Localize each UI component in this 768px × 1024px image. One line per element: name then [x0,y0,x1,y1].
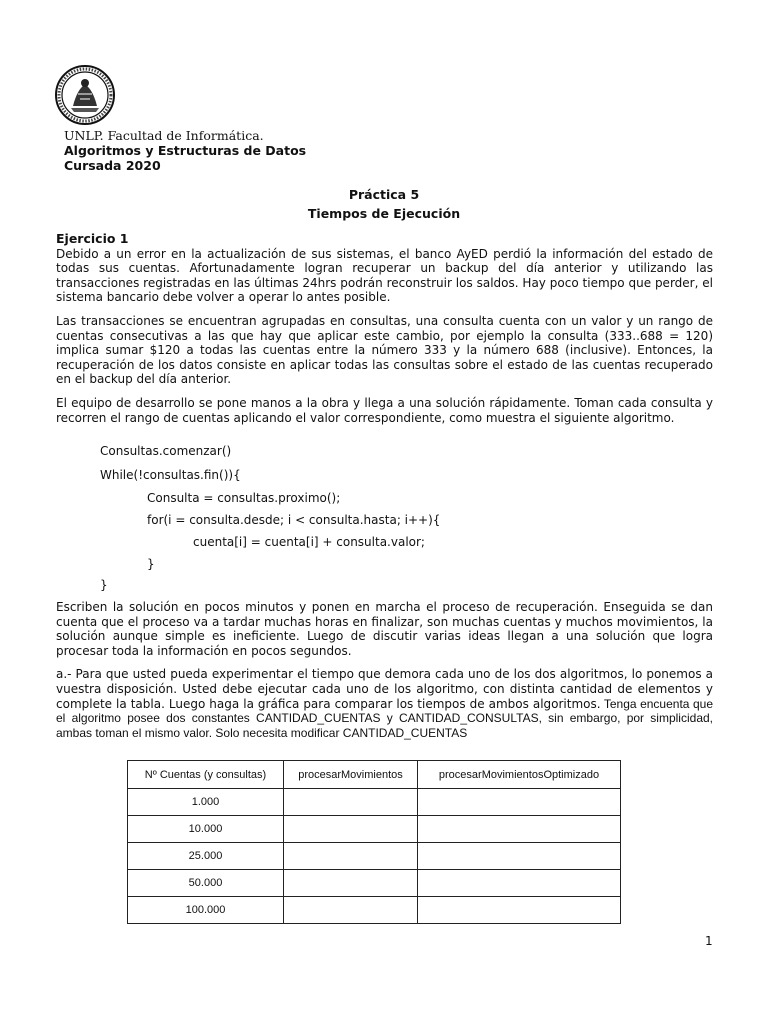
course-name: Algoritmos y Estructuras de Datos [64,143,307,158]
code-line-2: While(!consultas.fin()){ [100,468,241,482]
table-cell-empty[interactable] [284,897,418,924]
table-cell-empty[interactable] [284,843,418,870]
code-line-7: } [100,578,108,592]
table-cell: 50.000 [128,870,284,897]
paragraph-5 [56,667,713,740]
table-cell: 25.000 [128,843,284,870]
table-row [128,870,621,897]
table-cell-empty[interactable] [418,870,621,897]
exercise-continuation [56,600,713,749]
page-number: 1 [705,934,713,948]
code-line-1: Consultas.comenzar() [100,444,232,458]
paragraph-2: Las transacciones se encuentran agrupadas en consultas, una consulta cuenta con un valor y un rango de cuentas consecutivas a las que hay que aplicar este cambio, por ejemplo la consulta (333..688 = 120) implica sumar $120 a todas las cuentas entre la número 333 y la número 688 (inclusive). Entonces, la recuperación de los datos consiste en aplicar todas las consultas sobre el estado de las cuentas recuperado en el backup del día anterior. [56,313,713,387]
exercise-intro [56,232,713,434]
course-year: Cursada 2020 [64,158,161,173]
exercise-heading: Ejercicio 1 [56,231,129,246]
table-cell-empty[interactable] [418,789,621,816]
table-header-cell: Nº Cuentas (y consultas) [128,761,284,789]
task-a-note: Tenga encuenta que el algoritmo posee dos constantes CANTIDAD_CUENTAS y CANTIDAD_CONSULTAS, sin embargo, por simplicidad, ambas toman el mismo valor. Solo necesita modificar CANTIDAD_CUENTAS [56,696,713,740]
results-table [127,760,621,924]
table-cell: 1.000 [128,789,284,816]
table-header-row [128,761,621,789]
practice-subtitle: Tiempos de Ejecución [307,206,461,221]
table-cell: 10.000 [128,816,284,843]
table-header-cell: procesarMovimientosOptimizado [418,761,621,789]
institution-name: UNLP. Facultad de Informática. [64,128,264,143]
table-cell-empty[interactable] [418,843,621,870]
table-cell-empty[interactable] [284,789,418,816]
table-cell-empty[interactable] [418,897,621,924]
table-row [128,843,621,870]
code-line-6: } [147,557,155,571]
table-cell-empty[interactable] [284,870,418,897]
table-header-cell: procesarMovimientos [284,761,418,789]
task-a-text: a.- Para que usted pueda experimentar el tiempo que demora cada uno de los dos algoritmos, lo ponemos a vuestra disposición. Usted debe ejecutar cada uno de los algoritmo, con distinta cantidad de elementos y complete la tabla. Luego haga la gráfica para comparar los tiempos de ambos algoritmos. [56,667,713,711]
practice-title: Práctica 5 [348,187,420,202]
table-cell-empty[interactable] [284,816,418,843]
table-cell: 100.000 [128,897,284,924]
paragraph-3: El equipo de desarrollo se pone manos a la obra y llega a una solución rápidamente. Toman cada consulta y recorren el rango de cuentas aplicando el valor correspondiente, como muestra el siguiente algoritmo. [56,395,713,425]
table-row [128,789,621,816]
table-row [128,897,621,924]
code-line-4: for(i = consulta.desde; i < consulta.hasta; i++){ [147,513,441,527]
code-line-3: Consulta = consultas.proximo(); [147,491,341,505]
university-seal-logo [54,64,116,126]
paragraph-1: Debido a un error en la actualización de sus sistemas, el banco AyED perdió la información del estado de todas sus cuentas. Afortunadamente logran recuperar un backup del día anterior y utilizando las transacciones registradas en las últimas 24hrs podrán reconstruir los saldos. Hay poco tiempo que perder, el sistema bancario debe volver a operar lo antes posible. [56,246,713,305]
table-row [128,816,621,843]
code-line-5: cuenta[i] = cuenta[i] + consulta.valor; [193,535,425,549]
paragraph-4: Escriben la solución en pocos minutos y ponen en marcha el proceso de recuperación. Enseguida se dan cuenta que el proceso va a tardar muchas horas en finalizar, son muchas cuentas y muchos movimientos, la solución aunque simple es ineficiente. Luego de discutir varias ideas llegan a una solución que logra procesar toda la información en pocos segundos. [56,600,713,658]
table-cell-empty[interactable] [418,816,621,843]
